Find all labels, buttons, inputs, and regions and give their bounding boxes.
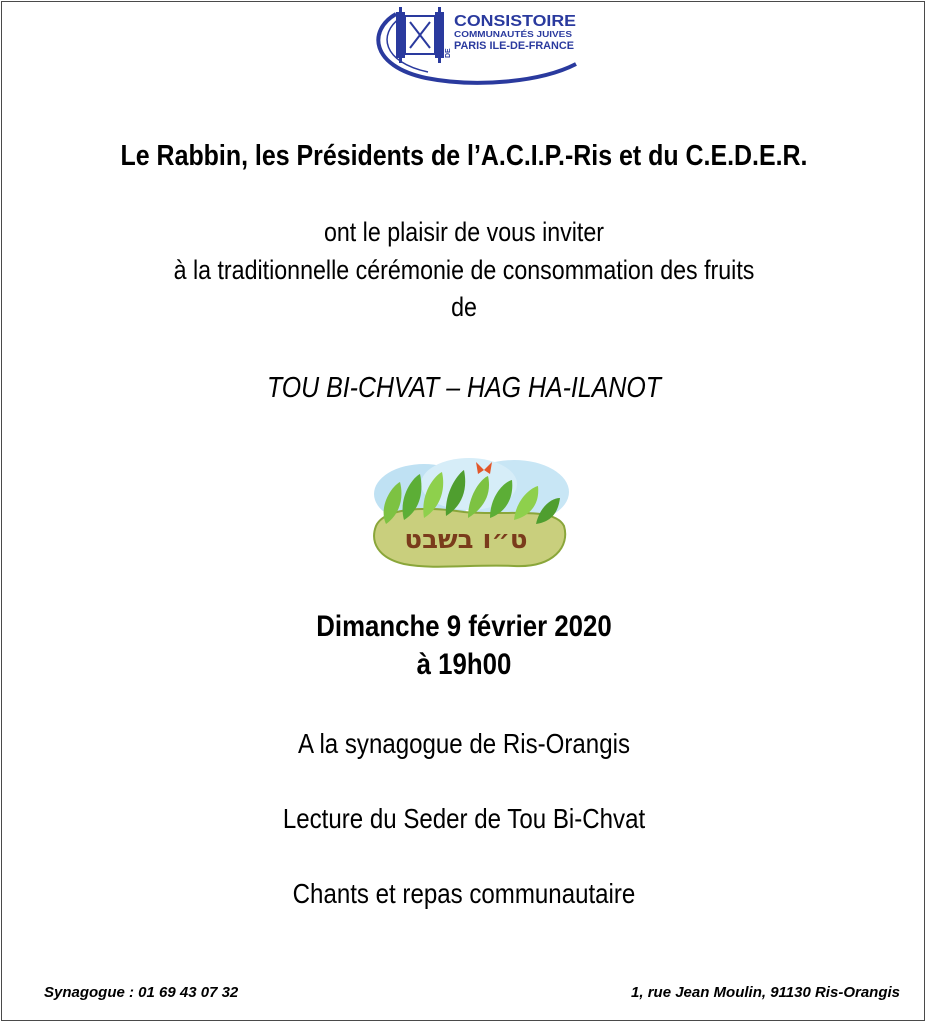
footer-phone: Synagogue : 01 69 43 07 32 (44, 984, 239, 1001)
logo-side-text: DE (445, 48, 452, 58)
footer-address: 1, rue Jean Moulin, 91130 Ris-Orangis (631, 984, 900, 1001)
consistoire-logo (366, 2, 584, 86)
invitation-heading: Le Rabbin, les Présidents de l’A.C.I.P.-Ris et du C.E.D.E.R. (120, 140, 808, 172)
detail-reading: Lecture du Seder de Tou Bi-Chvat (282, 803, 646, 834)
invite-line-3: de (451, 292, 477, 322)
illustration-hebrew-text: ט״ו בשבט (404, 525, 528, 555)
detail-meal: Chants et repas communautaire (292, 878, 636, 909)
invite-line-2: à la traditionnelle cérémonie de consommation des fruits (173, 255, 755, 285)
logo-line-2: COMMUNAUTÉS JUIVES (454, 30, 573, 39)
detail-location: A la synagogue de Ris-Orangis (298, 728, 630, 759)
event-time: à 19h00 (416, 648, 512, 681)
logo-line-1: CONSISTOIRE (454, 13, 577, 30)
tou-bishvat-illustration (364, 446, 574, 578)
invite-line-1: ont le plaisir de vous inviter (323, 217, 605, 247)
logo-line-3: PARIS ILE-DE-FRANCE (454, 40, 574, 52)
event-title: TOU BI-CHVAT – HAG HA-ILANOT (266, 372, 662, 404)
event-date: Dimanche 9 février 2020 (316, 610, 612, 643)
